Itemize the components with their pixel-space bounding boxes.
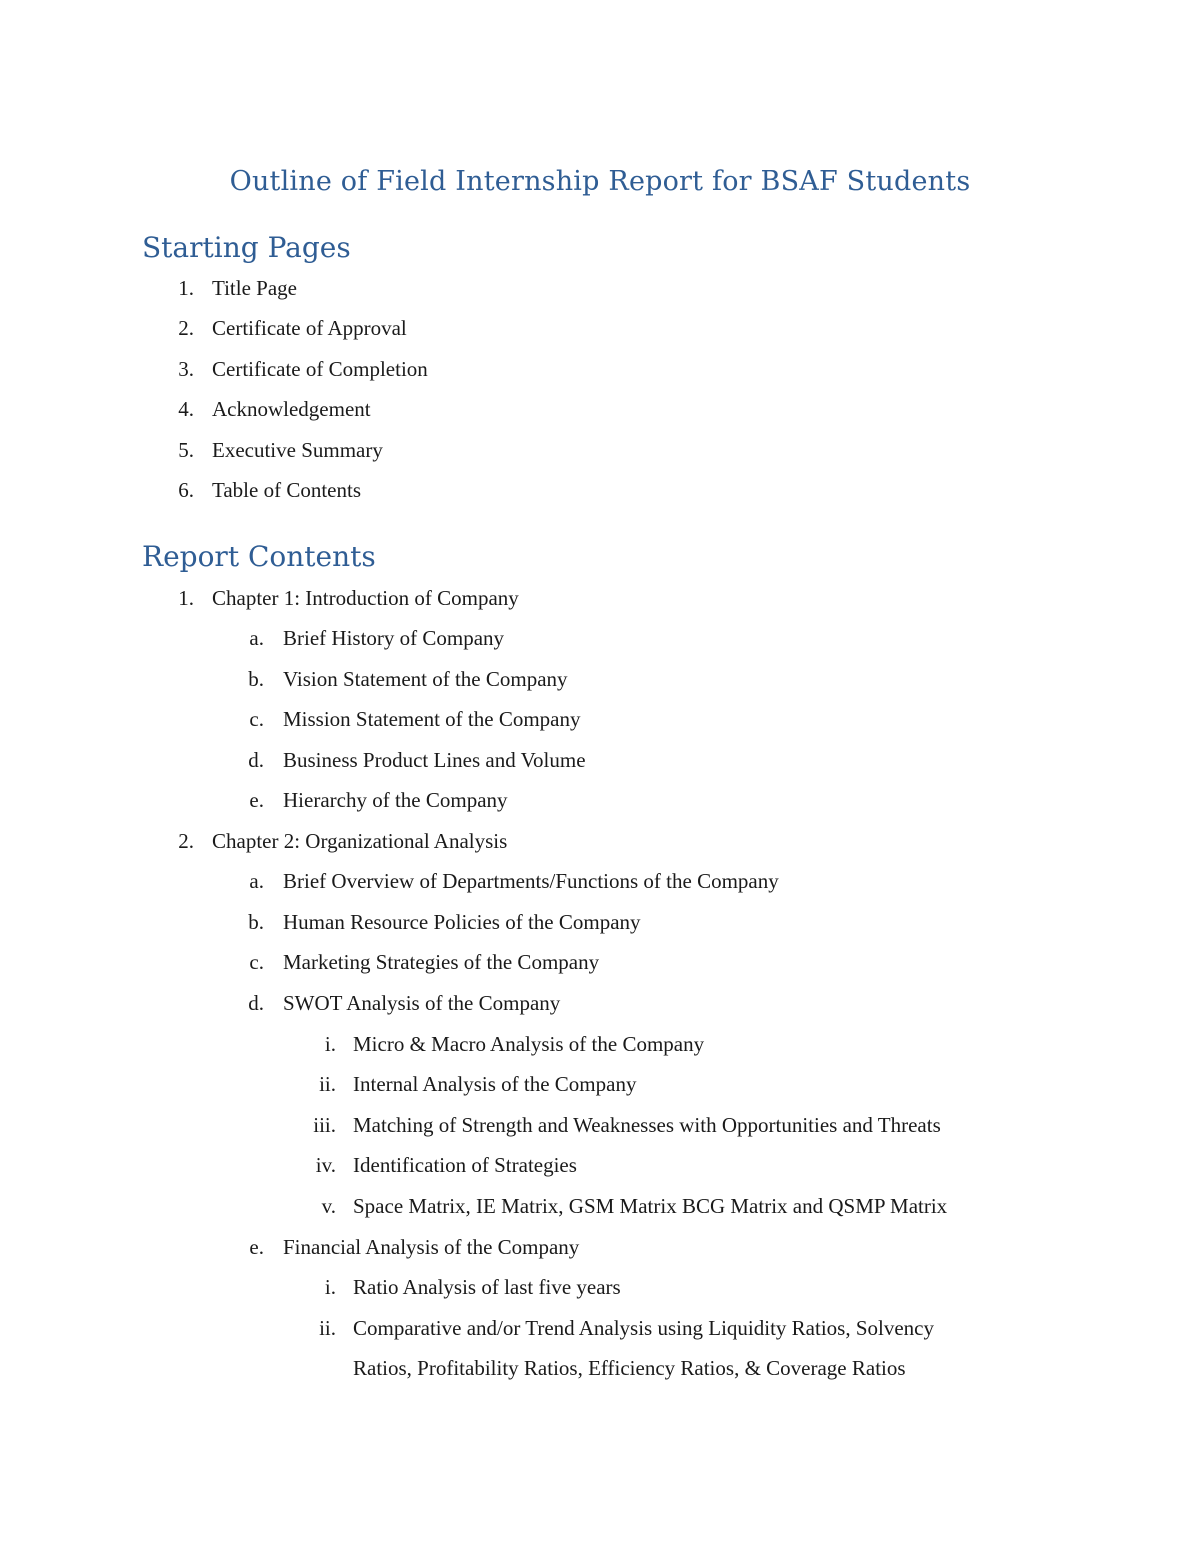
list-item-text: Space Matrix, IE Matrix, GSM Matrix BCG Matrix and QSMP Matrix xyxy=(353,1194,948,1218)
list-item-text: Certificate of Completion xyxy=(212,357,428,381)
list-item-text: Brief History of Company xyxy=(283,626,505,650)
list-marker: e. xyxy=(249,1235,264,1259)
list-marker: ii. xyxy=(319,1072,336,1096)
list-marker: c. xyxy=(249,950,264,974)
list-marker: 1. xyxy=(178,276,194,300)
list-marker: d. xyxy=(248,748,264,772)
list-marker: 4. xyxy=(178,397,194,421)
list-item-text: SWOT Analysis of the Company xyxy=(283,991,561,1015)
list-marker: i. xyxy=(324,1032,336,1056)
list-marker: b. xyxy=(248,667,264,691)
list-item-text: Acknowledgement xyxy=(212,397,371,421)
list-marker: v. xyxy=(321,1194,336,1218)
list-marker: ii. xyxy=(319,1316,336,1340)
list-item-text: Ratio Analysis of last five years xyxy=(353,1275,621,1299)
list-item-text: Micro & Macro Analysis of the Company xyxy=(353,1032,705,1056)
list-item-text: Human Resource Policies of the Company xyxy=(283,910,641,934)
list-marker: 3. xyxy=(178,357,194,381)
list-marker: a. xyxy=(249,626,264,650)
list-marker: iv. xyxy=(315,1153,336,1177)
list-marker: d. xyxy=(248,991,264,1015)
list-marker: 2. xyxy=(178,829,194,853)
list-marker: iii. xyxy=(313,1113,336,1137)
list-marker: 1. xyxy=(178,586,194,610)
list-marker: c. xyxy=(249,707,264,731)
list-item-text: Brief Overview of Departments/Functions of the Company xyxy=(283,869,779,893)
chapter-title: Chapter 1: Introduction of Company xyxy=(212,586,519,610)
list-item-text: Comparative and/or Trend Analysis using Liquidity Ratios, Solvency xyxy=(353,1316,934,1340)
list-item-text: Mission Statement of the Company xyxy=(283,707,581,731)
list-item-text: Vision Statement of the Company xyxy=(283,667,568,691)
list-item-text: Business Product Lines and Volume xyxy=(283,748,586,772)
list-item-text: Certificate of Approval xyxy=(212,316,407,340)
list-marker: b. xyxy=(248,910,264,934)
list-item-text: Financial Analysis of the Company xyxy=(283,1235,580,1259)
list-item-text: Title Page xyxy=(212,276,297,300)
chapter-title: Chapter 2: Organizational Analysis xyxy=(212,829,508,853)
list-marker: 6. xyxy=(178,478,194,502)
list-item-text: Hierarchy of the Company xyxy=(283,788,508,812)
list-item-text: Table of Contents xyxy=(212,478,361,502)
list-item-text-continuation: Ratios, Profitability Ratios, Efficiency Ratios, & Coverage Ratios xyxy=(353,1356,906,1380)
heading-report-contents: Report Contents xyxy=(142,540,376,573)
list-marker: 5. xyxy=(178,438,194,462)
list-marker: e. xyxy=(249,788,264,812)
document-title: Outline of Field Internship Report for BSAF Students xyxy=(229,166,971,197)
heading-starting-pages: Starting Pages xyxy=(142,231,351,264)
list-item-text: Identification of Strategies xyxy=(353,1153,577,1177)
list-marker: a. xyxy=(249,869,264,893)
list-item-text: Matching of Strength and Weaknesses with Opportunities and Threats xyxy=(353,1113,941,1137)
list-item-text: Marketing Strategies of the Company xyxy=(283,950,600,974)
list-marker: 2. xyxy=(178,316,194,340)
list-marker: i. xyxy=(324,1275,336,1299)
list-item-text: Internal Analysis of the Company xyxy=(353,1072,637,1096)
list-item-text: Executive Summary xyxy=(212,438,383,462)
